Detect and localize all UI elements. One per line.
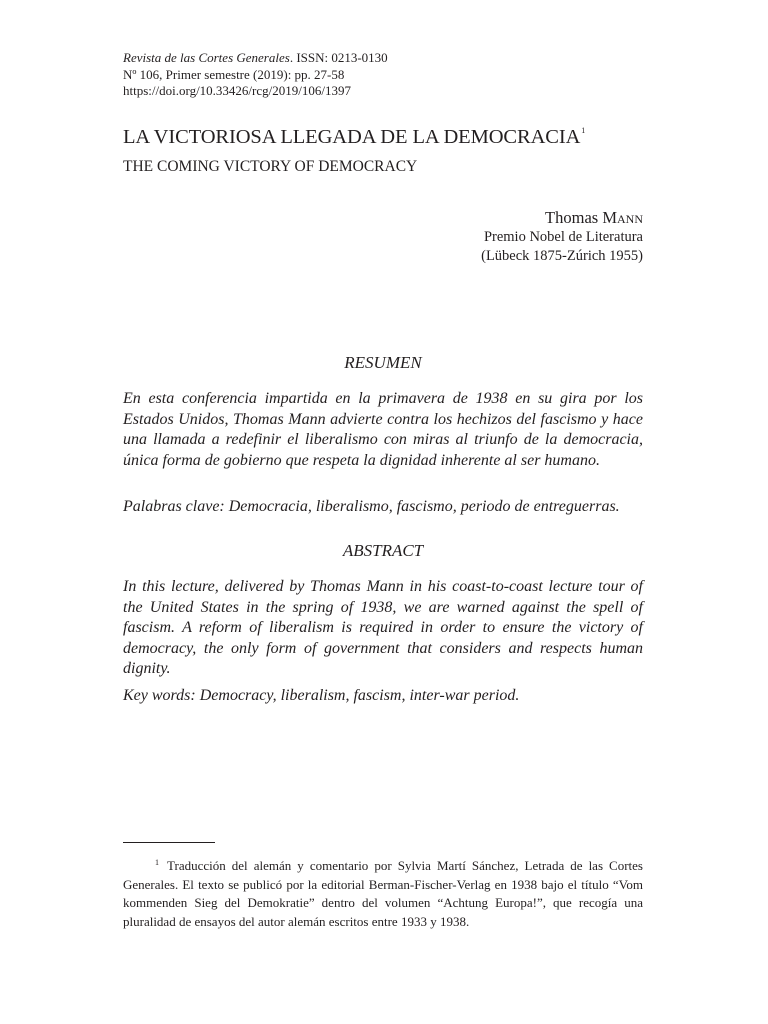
- abstract-heading: ABSTRACT: [342, 541, 424, 560]
- resumen-keywords: Palabras clave: Democracia, liberalismo, fascismo, periodo de entreguerras.: [123, 498, 620, 515]
- resumen-heading: RESUMEN: [344, 353, 422, 372]
- journal-name: Revista de las Cortes Generales: [123, 50, 290, 65]
- footnote-text: Traducción del alemán y comentario por Sylvia Martí Sánchez, Letrada de las Cortes Generales. El texto se publicó por la editorial Berman-Fischer-Verlag en 1938 bajo el título “Vom kommenden Sieg del Demokratie” dentro del volumen “Achtung Europa!”, que recogía una pluralidad de ensayos del autor alemán escritos entre 1933 y 1938.: [123, 858, 643, 929]
- title-footnote-mark[interactable]: 1: [581, 126, 586, 135]
- journal-doi: https://doi.org/10.33426/rcg/2019/106/1397: [123, 83, 351, 98]
- resumen-text: En esta conferencia impartida en la primavera de 1938 en su gira por los Estados Unidos, Thomas Mann advierte contra los hechizos del fascismo y hace una llamada a redefinir el liberalismo con miras al triunfo de la democracia, única forma de gobierno que respeta la dignidad inherente al ser humano.: [123, 390, 643, 469]
- footnote-divider: [123, 842, 215, 843]
- journal-header: [123, 50, 388, 100]
- journal-issue: Nº 106, Primer semestre (2019): pp. 27-58: [123, 66, 345, 82]
- author-affiliation-2: (Lübeck 1875-Zúrich 1955): [481, 248, 643, 264]
- journal-citation: [123, 50, 388, 67]
- author-block: [481, 208, 643, 266]
- author-name: [481, 208, 643, 228]
- abstract-keywords: Key words: Democracy, liberalism, fascism, inter-war period.: [123, 687, 520, 704]
- article-subtitle: THE COMING VICTORY OF DEMOCRACY: [123, 158, 418, 175]
- journal-issn: . ISSN: 0213-0130: [289, 50, 388, 65]
- author-first-name: Thomas: [545, 208, 603, 227]
- abstract-text: In this lecture, delivered by Thomas Mann in his coast-to-coast lecture tour of the United States in the spring of 1938, we are warned against the spell of fascism. A reform of liberalism is required in order to ensure the victory of democracy, the only form of government that considers and respects human dignity.: [123, 578, 643, 677]
- footnote: [123, 854, 643, 931]
- author-affiliation-1: Premio Nobel de Literatura: [483, 229, 643, 245]
- footnote-mark: 1: [155, 858, 159, 867]
- author-last-name: Mann: [602, 208, 643, 227]
- article-title-text: LA VICTORIOSA LLEGADA DE LA DEMOCRACIA: [123, 126, 581, 148]
- article-title: [123, 126, 585, 149]
